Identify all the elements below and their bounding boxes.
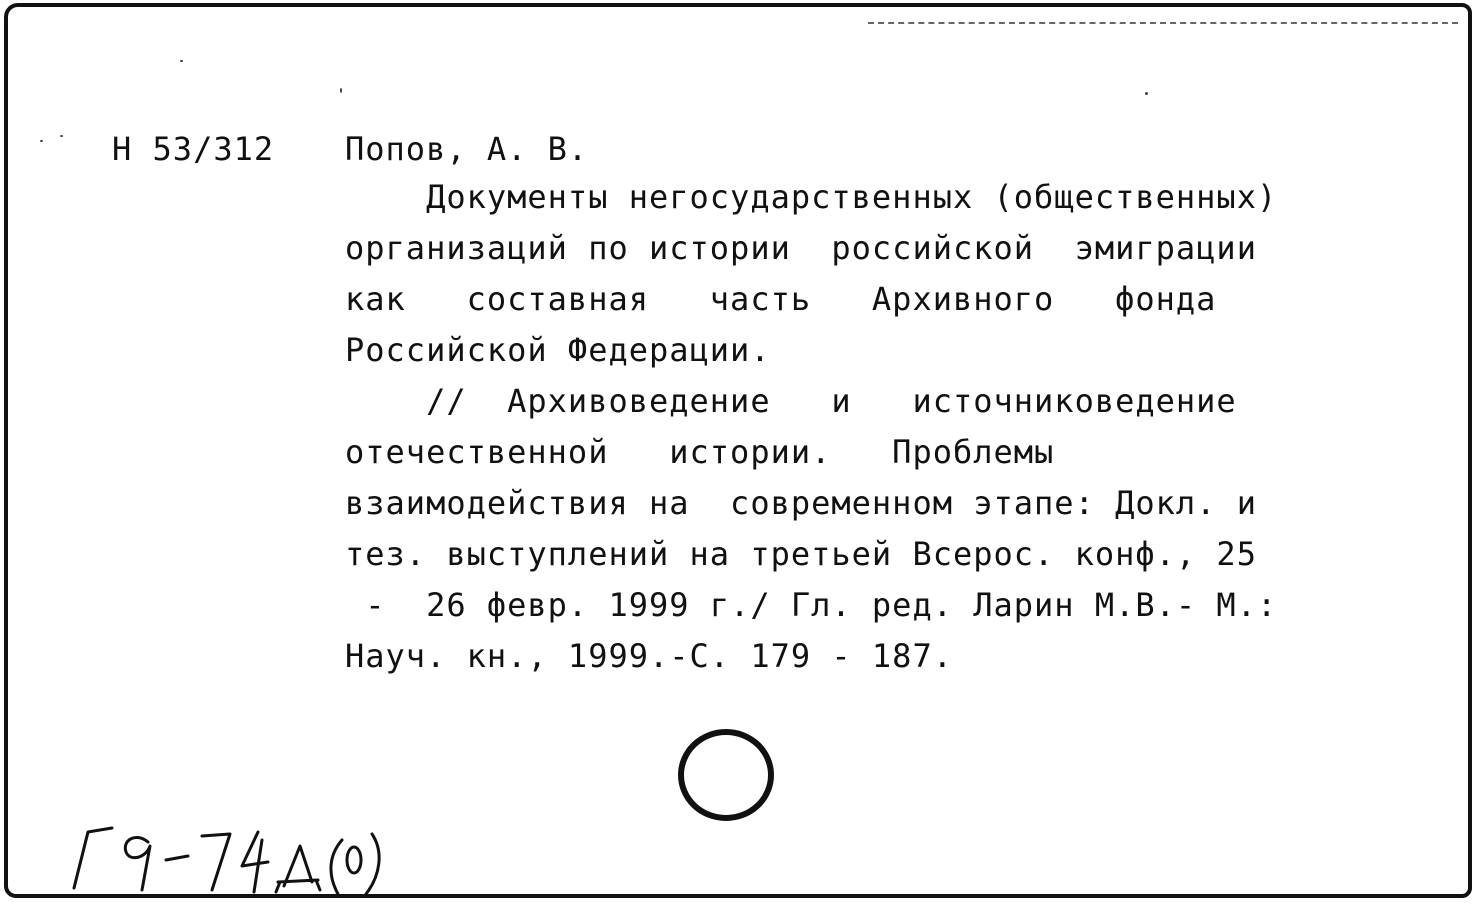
description-line: тез. выступлений на третьей Всерос. конф., 25 <box>345 535 1257 573</box>
description-line: Российской Федерации. <box>345 331 771 369</box>
handwritten-call-number <box>62 810 422 900</box>
speck <box>60 135 63 137</box>
description-line: взаимодействия на современном этапе: Докл. и <box>345 484 1257 522</box>
speck <box>1145 92 1148 95</box>
speck <box>40 140 43 142</box>
top-dashed-mark <box>868 22 1458 24</box>
description-line: Документы негосударственных (общественных) <box>345 178 1278 216</box>
author-heading: Попов, А. В. <box>345 130 589 168</box>
bibliographic-description <box>345 172 1280 682</box>
description-line: Науч. кн., 1999.-С. 179 - 187. <box>345 637 953 675</box>
description-line: отечественной истории. Проблемы <box>345 433 1055 471</box>
punch-hole-circle <box>676 725 778 827</box>
description-line: // Архивоведение и источниковедение <box>345 382 1237 420</box>
description-line: как составная часть Архивного фонда <box>345 280 1217 318</box>
speck <box>180 60 183 62</box>
description-line: организаций по истории российской эмиграции <box>345 229 1257 267</box>
description-line: - 26 февр. 1999 г./ Гл. ред. Ларин М.В.- М.: <box>345 586 1278 624</box>
speck <box>340 88 342 93</box>
shelfmark: Н 53/312 <box>112 130 275 168</box>
